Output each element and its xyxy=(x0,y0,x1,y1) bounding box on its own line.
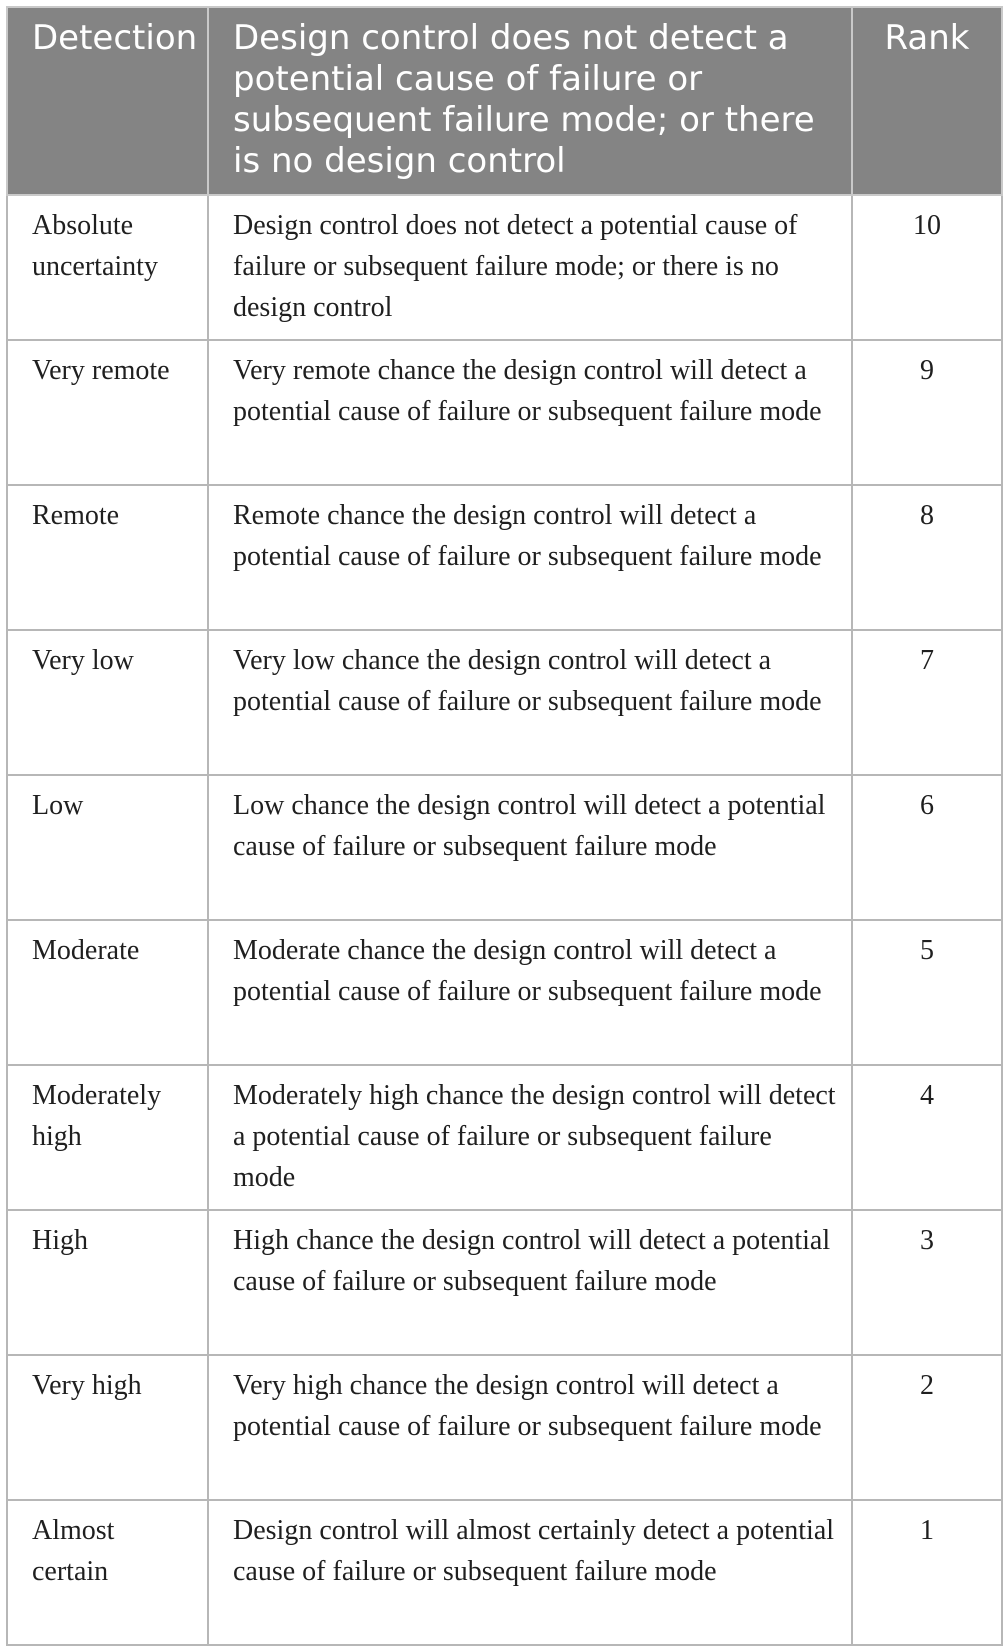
table-row xyxy=(7,485,1002,630)
table-row xyxy=(7,1355,1002,1500)
criteria-cell: Low chance the design control will detect a potential cause of failure or subsequent failure mode xyxy=(208,775,852,920)
detection-cell: Low xyxy=(7,775,208,920)
table-row xyxy=(7,195,1002,340)
table-row xyxy=(7,340,1002,485)
rank-cell: 2 xyxy=(852,1355,1002,1500)
criteria-cell: Very remote chance the design control will detect a potential cause of failure or subsequent failure mode xyxy=(208,340,852,485)
header-detection: Detection xyxy=(7,7,208,195)
detection-cell: High xyxy=(7,1210,208,1355)
detection-cell: Very high xyxy=(7,1355,208,1500)
criteria-cell: Moderately high chance the design control will detect a potential cause of failure or subsequent failure mode xyxy=(208,1065,852,1210)
detection-cell: Very low xyxy=(7,630,208,775)
rank-cell: 8 xyxy=(852,485,1002,630)
detection-cell: Almost certain xyxy=(7,1500,208,1645)
header-row xyxy=(7,7,1002,195)
criteria-cell: Moderate chance the design control will detect a potential cause of failure or subsequent failure mode xyxy=(208,920,852,1065)
detection-cell: Moderately high xyxy=(7,1065,208,1210)
table-row xyxy=(7,1500,1002,1645)
criteria-cell: High chance the design control will detect a potential cause of failure or subsequent failure mode xyxy=(208,1210,852,1355)
criteria-cell: Design control does not detect a potential cause of failure or subsequent failure mode; or there is no design control xyxy=(208,195,852,340)
table xyxy=(6,6,1003,1646)
detection-cell: Remote xyxy=(7,485,208,630)
table-row xyxy=(7,1210,1002,1355)
rank-cell: 1 xyxy=(852,1500,1002,1645)
criteria-cell: Remote chance the design control will detect a potential cause of failure or subsequent failure mode xyxy=(208,485,852,630)
rank-cell: 6 xyxy=(852,775,1002,920)
table-row xyxy=(7,630,1002,775)
rank-cell: 3 xyxy=(852,1210,1002,1355)
rank-cell: 4 xyxy=(852,1065,1002,1210)
header-criteria: Design control does not detect a potential cause of failure or subsequent failure mode; or there is no design control xyxy=(208,7,852,195)
table-row xyxy=(7,775,1002,920)
rank-cell: 10 xyxy=(852,195,1002,340)
criteria-cell: Design control will almost certainly detect a potential cause of failure or subsequent failure mode xyxy=(208,1500,852,1645)
detection-ranking-table xyxy=(6,6,1001,1646)
table-row xyxy=(7,920,1002,1065)
rank-cell: 5 xyxy=(852,920,1002,1065)
header-rank: Rank xyxy=(852,7,1002,195)
table-row xyxy=(7,1065,1002,1210)
table-body xyxy=(7,195,1002,1645)
criteria-cell: Very low chance the design control will detect a potential cause of failure or subsequent failure mode xyxy=(208,630,852,775)
criteria-cell: Very high chance the design control will detect a potential cause of failure or subsequent failure mode xyxy=(208,1355,852,1500)
rank-cell: 7 xyxy=(852,630,1002,775)
table-header xyxy=(7,7,1002,195)
rank-cell: 9 xyxy=(852,340,1002,485)
detection-cell: Moderate xyxy=(7,920,208,1065)
detection-cell: Absolute uncertainty xyxy=(7,195,208,340)
detection-cell: Very remote xyxy=(7,340,208,485)
